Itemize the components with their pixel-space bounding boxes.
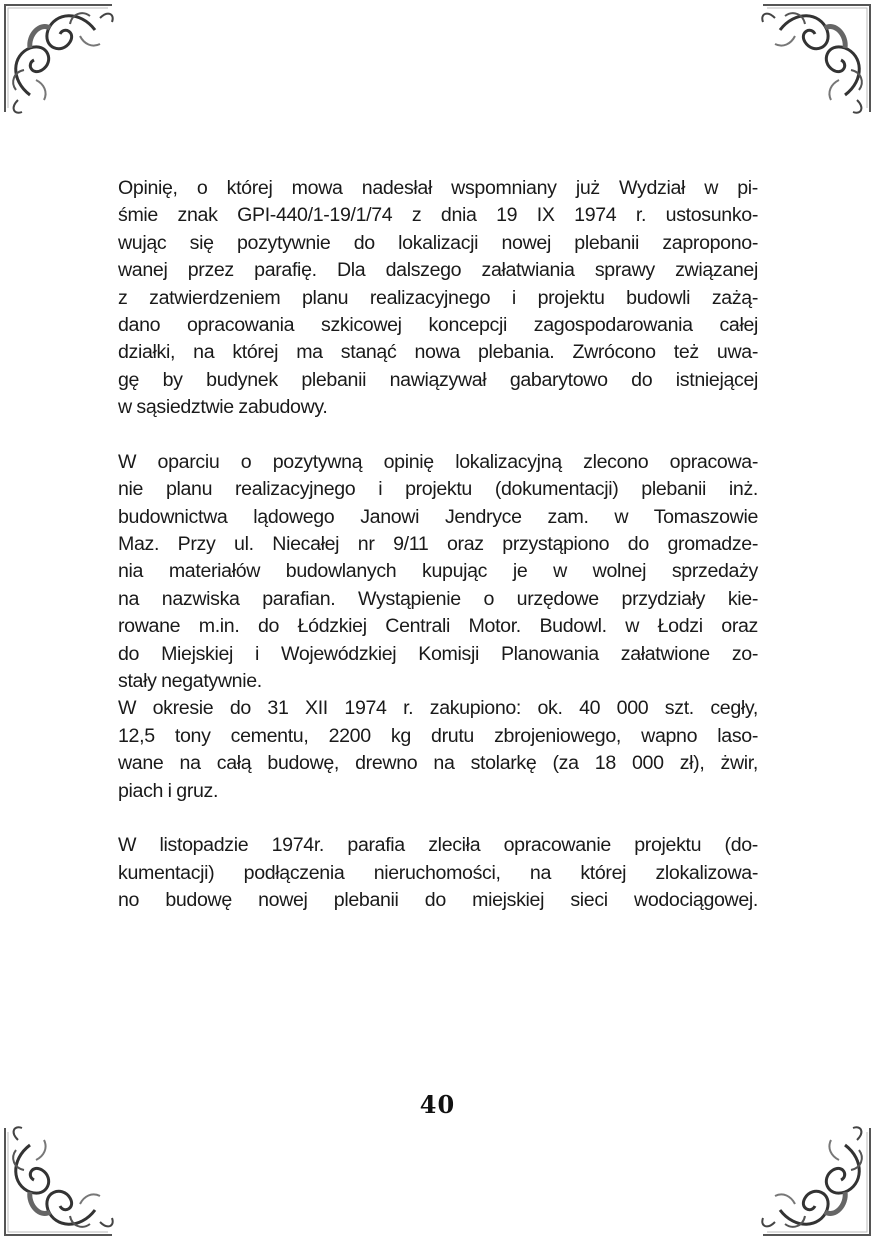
paragraph-1 (118, 175, 758, 422)
paragraph-3 (118, 695, 758, 805)
text-line: wanej przez parafię. Dla dalszego załatwiania sprawy związanej (118, 259, 758, 282)
corner-ornament-bottom-right (757, 1122, 875, 1240)
text-line: nia materiałów budowlanych kupując je w wolnej sprzedaży (118, 560, 758, 583)
text-line: dano opracowania szkicowej koncepcji zagospodarowania całej (118, 313, 758, 336)
flourish-icon (0, 1122, 118, 1240)
text-line: W listopadzie 1974r. parafia zleciła opracowanie projektu (do- (118, 834, 758, 857)
text-line: na nazwiska parafian. Wystąpienie o urzędowe przydziały kie- (118, 587, 758, 610)
text-line: 12,5 tony cementu, 2200 kg drutu zbrojeniowego, wapno laso- (118, 724, 758, 747)
text-line: wując się pozytywnie do lokalizacji nowej plebanii zapropono- (118, 231, 758, 254)
text-line: Opinię, o której mowa nadesłał wspomniany już Wydział w pi- (118, 177, 758, 199)
paragraph-gap (118, 805, 758, 832)
corner-ornament-top-right (757, 0, 875, 118)
text-line: nie planu realizacyjnego i projektu (dokumentacji) plebanii inż. (118, 478, 758, 501)
corner-ornament-top-left (0, 0, 118, 118)
text-line: z zatwierdzeniem planu realizacyjnego i projektu budowli zażą- (118, 286, 758, 309)
text-line: Maz. Przy ul. Niecałej nr 9/11 oraz przystąpiono do gromadze- (118, 533, 758, 556)
text-line: no budowę nowej plebanii do miejskiej sieci wodociągowej. (118, 889, 758, 912)
paragraph-gap (118, 422, 758, 449)
text-line: działki, na której ma stanąć nowa plebania. Zwrócono też uwa- (118, 341, 758, 364)
flourish-icon (0, 0, 118, 118)
flourish-icon (757, 1122, 875, 1240)
body-text (118, 175, 758, 915)
page-number: 40 (419, 1090, 456, 1119)
text-line: W okresie do 31 XII 1974 r. zakupiono: ok. 40 000 szt. cegły, (118, 697, 758, 720)
paragraph-4 (118, 832, 758, 914)
text-line: śmie znak GPI-440/1-19/1/74 z dnia 19 IX 1974 r. ustosunko- (118, 204, 758, 227)
text-line: do Miejskiej i Wojewódzkiej Komisji Planowania załatwione zo- (118, 642, 758, 665)
text-line: rowane m.in. do Łódzkiej Centrali Motor. Budowl. w Łodzi oraz (118, 615, 758, 638)
text-line: w sąsiedztwie zabudowy. (118, 396, 328, 419)
text-line: wane na całą budowę, drewno na stolarkę (za 18 000 zł), żwir, (118, 752, 758, 775)
text-line: stały negatywnie. (118, 670, 262, 693)
text-line: W oparciu o pozytywną opinię lokalizacyjną zlecono opracowa- (118, 450, 758, 473)
corner-ornament-bottom-left (0, 1122, 118, 1240)
text-line: gę by budynek plebanii nawiązywał gabarytowo do istniejącej (118, 368, 758, 391)
flourish-icon (757, 0, 875, 118)
text-line: kumentacji) podłączenia nieruchomości, na której zlokalizowa- (118, 861, 758, 884)
paragraph-2 (118, 449, 758, 696)
text-line: piach i gruz. (118, 779, 219, 802)
text-line: budownictwa lądowego Janowi Jendryce zam. w Tomaszowie (118, 505, 758, 528)
